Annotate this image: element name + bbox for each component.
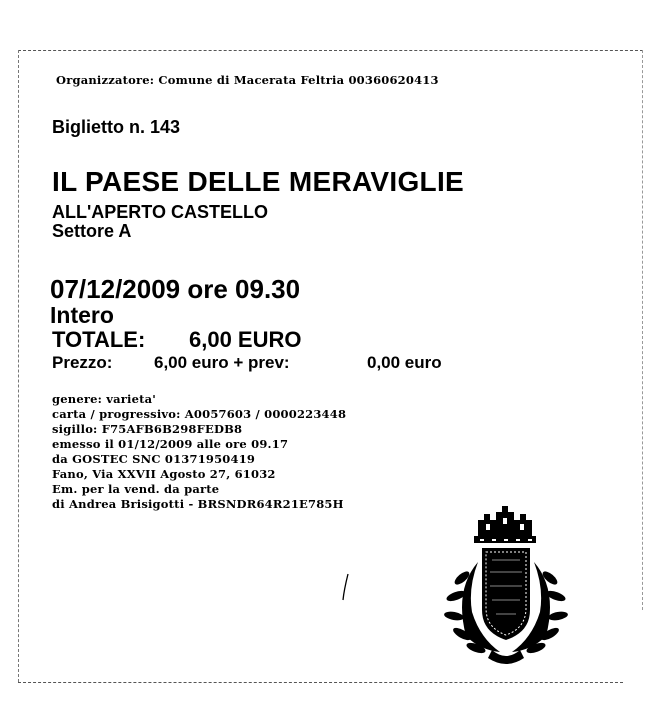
- detail-line: genere: varieta': [52, 392, 157, 406]
- total-amount: 6,00 EURO: [189, 327, 302, 352]
- presale-value: 0,00 euro: [367, 353, 442, 372]
- detail-line: di Andrea Brisigotti - BRSNDR64R21E785H: [52, 497, 344, 511]
- total-row: [52, 327, 302, 353]
- municipal-coat-of-arms-icon: [440, 500, 570, 670]
- ticket-type: Intero: [50, 302, 114, 328]
- detail-line: Em. per la vend. da parte: [52, 482, 220, 496]
- detail-line: carta / progressivo: A0057603 / 0000223448: [52, 407, 347, 421]
- detail-line: sigillo: F75AFB6B298FEDB8: [52, 422, 243, 436]
- ticket-border-bottom: [18, 682, 623, 683]
- ticket-number: Biglietto n. 143: [52, 117, 181, 137]
- ticket-border-top: [18, 50, 643, 51]
- detail-line: emesso il 01/12/2009 alle ore 09.17: [52, 437, 289, 451]
- total-label: TOTALE:: [52, 327, 146, 352]
- ticket-border-left: [18, 50, 19, 682]
- pen-stroke-mark: [340, 572, 352, 602]
- ticket-details: [52, 392, 346, 512]
- sector-label: Settore A: [52, 221, 132, 241]
- detail-line: Fano, Via XXVII Agosto 27, 61032: [52, 467, 276, 481]
- ticket-border-right: [642, 50, 643, 610]
- venue-name: ALL'APERTO CASTELLO: [52, 202, 268, 222]
- organizer-line: Organizzatore: Comune di Macerata Feltria 00360620413: [56, 73, 439, 87]
- price-label: Prezzo:: [52, 353, 113, 372]
- price-value: 6,00 euro + prev:: [154, 353, 290, 372]
- event-datetime: 07/12/2009 ore 09.30: [50, 274, 301, 304]
- event-title: IL PAESE DELLE MERAVIGLIE: [52, 166, 464, 197]
- venue-block: [52, 203, 268, 241]
- detail-line: da GOSTEC SNC 01371950419: [52, 452, 256, 466]
